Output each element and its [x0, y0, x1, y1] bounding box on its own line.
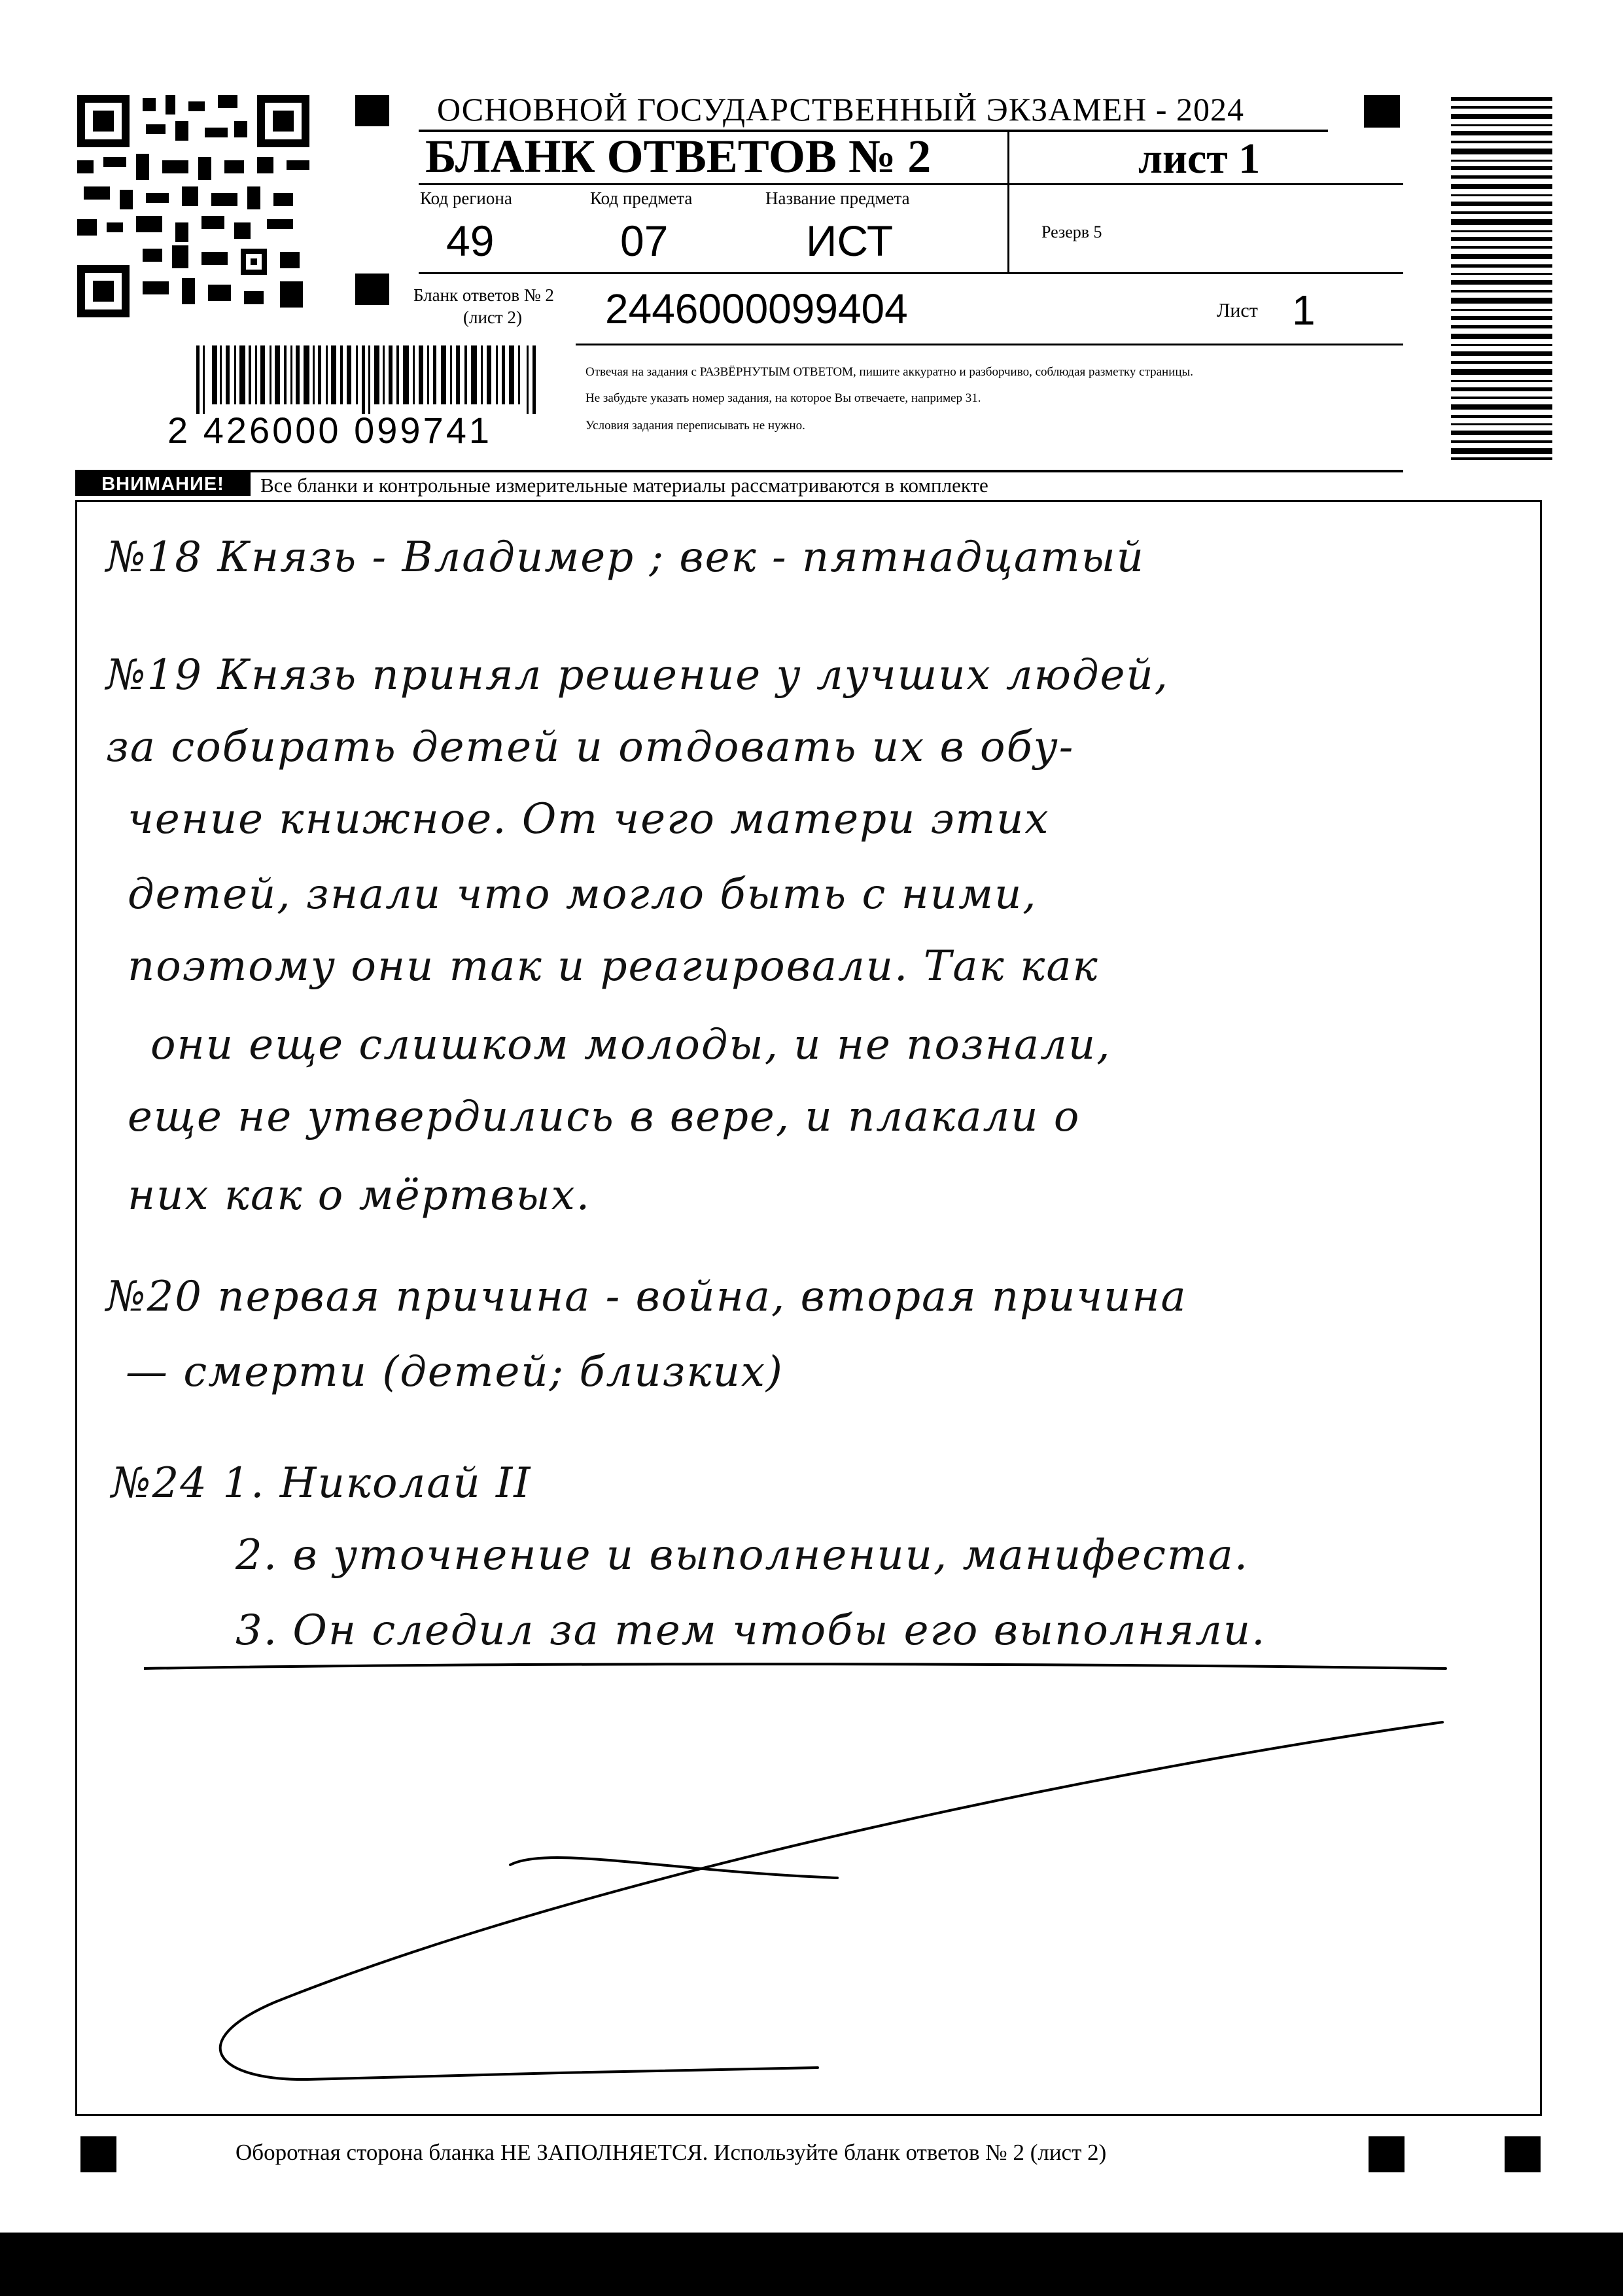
answer-line: 2. в уточнение и выполнении, манифеста.: [236, 1531, 1249, 1580]
answer-line: детей, знали что могло быть с ними,: [128, 870, 1038, 919]
subject-code-value: 07: [620, 217, 669, 265]
header-rule: [419, 183, 1403, 185]
answer-line: еще не утвердились в вере, и плакали о: [128, 1093, 1081, 1141]
registration-mark: [1505, 2136, 1541, 2172]
barcode: [196, 345, 543, 414]
notice-rule: [75, 470, 1403, 472]
subject-code-label: Код предмета: [590, 188, 693, 208]
answer-line: поэтому они так и реагировали. Так как: [128, 942, 1099, 991]
answer-line: — смерти (детей; близких): [126, 1348, 784, 1396]
reserve-label: Резерв 5: [1041, 222, 1102, 241]
answer-line: них как о мёртвых.: [128, 1171, 591, 1220]
registration-mark: [355, 95, 389, 126]
exam-title: ОСНОВНОЙ ГОСУДАРСТВЕННЫЙ ЭКЗАМЕН - 2024: [437, 91, 1244, 128]
closing-z-mark: [144, 1655, 1478, 2113]
answer-line: №20 первая причина - война, вторая причина: [106, 1273, 1187, 1321]
footer-note: Оборотная сторона бланка НЕ ЗАПОЛНЯЕТСЯ. Используйте бланк ответов № 2 (лист 2): [236, 2140, 1107, 2165]
region-value: 49: [446, 217, 495, 265]
answer-line: 3. Он следил за тем чтобы его выполняли.: [236, 1606, 1266, 1655]
subject-name-value: ИСТ: [806, 217, 894, 265]
answer-line: за собирать детей и отдовать их в обу-: [106, 723, 1075, 771]
answer-line: чение книжное. От чего матери этих: [128, 795, 1050, 843]
form-title: БЛАНК ОТВЕТОВ № 2: [425, 130, 932, 183]
answer-line: №19 Князь принял решение у лучших людей,: [106, 651, 1169, 699]
header-rule: [419, 272, 1403, 274]
answer-line: №24 1. Николай II: [111, 1459, 532, 1508]
notice-badge: ВНИМАНИЕ!: [75, 472, 251, 496]
sheet-no-value: 1: [1292, 287, 1316, 334]
header-divider: [1007, 132, 1009, 273]
form-id-label: Бланк ответов № 2: [413, 285, 554, 305]
side-barcode: [1451, 97, 1552, 460]
registration-mark: [1369, 2136, 1405, 2172]
header-rule: [576, 344, 1403, 345]
registration-mark: [355, 274, 389, 305]
sheet-no-label: Лист: [1217, 300, 1258, 321]
notice-text: Все бланки и контрольные измерительные материалы рассматриваются в комплекте: [260, 474, 988, 497]
instruction-line: Отвечая на задания с РАЗВЁРНУТЫМ ОТВЕТОМ, пишите аккуратно и разборчиво, соблюдая разметку страницы.: [585, 365, 1194, 379]
form-id-value: 2446000099404: [605, 285, 908, 332]
barcode-number: 2 426000 099741: [167, 410, 492, 451]
scan-bottom-band: [0, 2233, 1623, 2296]
answer-line: №18 Князь - Владимер ; век - пятнадцатый: [106, 533, 1145, 582]
answer-line: они еще слишком молоды, и не познали,: [150, 1021, 1111, 1069]
subject-name-label: Название предмета: [765, 188, 910, 208]
registration-mark: [1364, 95, 1400, 128]
form-id-label-sheet: (лист 2): [463, 308, 522, 327]
registration-mark: [80, 2136, 116, 2172]
instruction-line: Условия задания переписывать не нужно.: [585, 419, 805, 433]
sheet-label: лист 1: [1138, 135, 1261, 183]
instruction-line: Не забудьте указать номер задания, на которое Вы отвечаете, например 31.: [585, 391, 981, 405]
region-label: Код региона: [420, 188, 512, 208]
qr-code: [77, 95, 309, 317]
